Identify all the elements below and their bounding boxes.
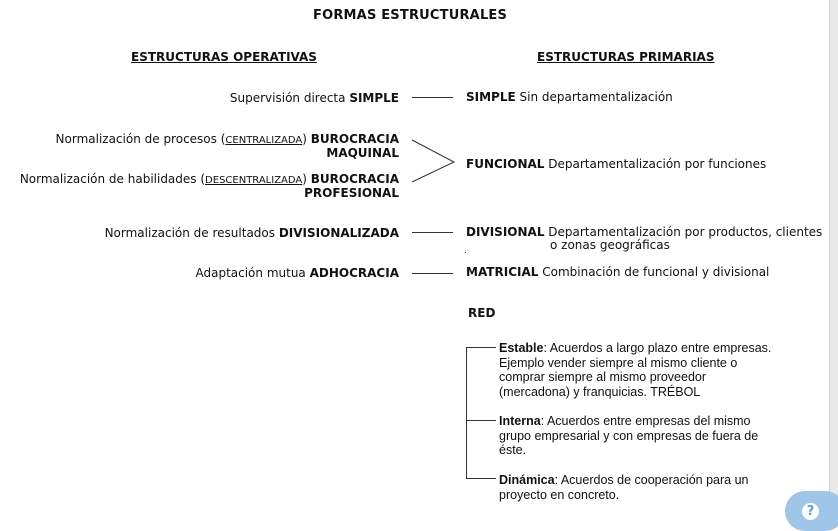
primaria-divisional: DIVISIONAL Departamentalización por productos, clientes o zonas geográficas xyxy=(466,225,823,252)
page-title: FORMAS ESTRUCTURALES xyxy=(313,8,508,23)
red-dinamica: Dinámica: Acuerdos de cooperación para un proyecto en concreto. xyxy=(499,473,749,502)
vertical-scrollbar[interactable] xyxy=(829,0,838,515)
operativa-divisionalizada: Normalización de resultados DIVISIONALIZADA xyxy=(104,226,399,240)
operativa-maquinal: Normalización de procesos (CENTRALIZADA) BUROCRACIA MAQUINAL xyxy=(55,132,399,160)
heading-primarias: ESTRUCTURAS PRIMARIAS xyxy=(537,50,715,64)
red-bracket-interna xyxy=(466,420,496,421)
connector-matricial xyxy=(412,273,453,274)
connector-funcional xyxy=(410,138,456,184)
operativa-simple: Supervisión directa SIMPLE xyxy=(229,91,399,105)
connector-simple xyxy=(412,97,453,98)
red-bracket-dinamica xyxy=(466,478,496,479)
red-estable: Estable: Acuerdos a largo plazo entre empresas. Ejemplo vender siempre al mismo cliente o comprar siempre al mismo proveedor (mercadona) y franquicias. TRÉBOL xyxy=(499,341,772,399)
help-button[interactable] xyxy=(785,491,838,531)
red-interna: Interna: Acuerdos entre empresas del mismo grupo empresarial y con empresas de fuera de éste. xyxy=(499,414,759,458)
primaria-simple: SIMPLE Sin departamentalización xyxy=(466,90,673,104)
heading-operativas: ESTRUCTURAS OPERATIVAS xyxy=(131,50,317,64)
operativa-profesional: Normalización de habilidades (DESCENTRALIZADA) BUROCRACIA PROFESIONAL xyxy=(19,172,399,200)
primaria-matricial: MATRICIAL Combinación de funcional y divisional xyxy=(466,265,770,279)
connector-divisional xyxy=(412,232,453,233)
red-bracket-estable xyxy=(466,347,496,348)
operativa-adhocracia: Adaptación mutua ADHOCRACIA xyxy=(195,266,399,280)
primaria-funcional: FUNCIONAL Departamentalización por funciones xyxy=(466,157,767,171)
red-bracket-vertical xyxy=(466,347,467,478)
stray-dot: . xyxy=(464,246,467,256)
primaria-red: RED xyxy=(468,306,496,320)
help-icon: ? xyxy=(802,503,819,520)
